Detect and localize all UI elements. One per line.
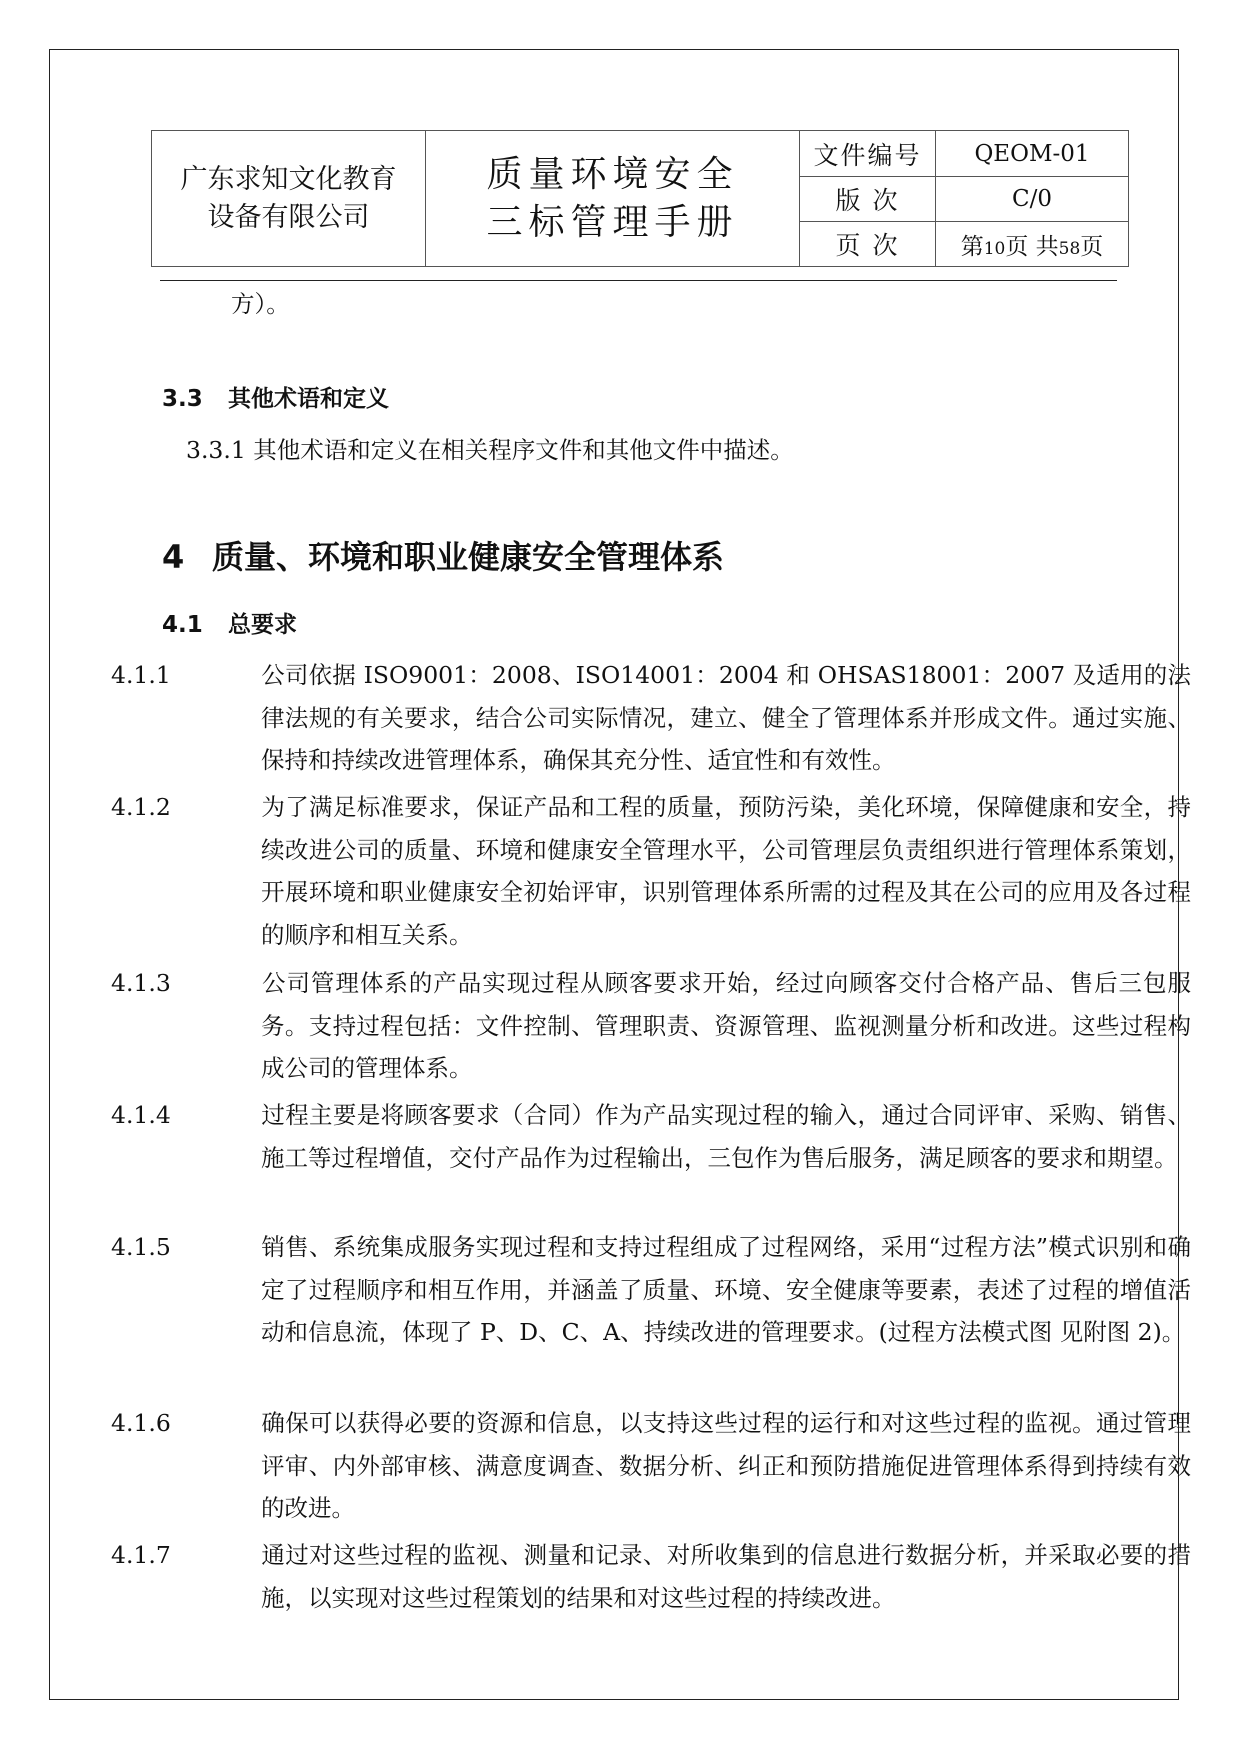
section-4-title: 质量、环境和职业健康安全管理体系 <box>212 538 725 576</box>
section-4-heading <box>162 532 724 578</box>
section-3-3-title: 其他术语和定义 <box>228 386 389 412</box>
section-4-1-title: 总要求 <box>228 612 297 638</box>
section-3-3-heading <box>162 380 389 413</box>
page-current: 10 <box>983 238 1006 259</box>
clause-text: 销售、系统集成服务实现过程和支持过程组成了过程网络，采用“过程方法”模式识别和确定了过程顺序和相互作用，并涵盖了质量、环境、安全健康等要素，表述了过程的增值活动和信息流，体现了 P、D、C、A、持续改进的管理要求。(过程方法模式图 见附图 2)。 <box>261 1233 1191 1346</box>
page-mid: 页 共 <box>1005 233 1059 260</box>
clause-text: 通过对这些过程的监视、测量和记录、对所收集到的信息进行数据分析，并采取必要的措施，以实现对这些过程策划的结果和对这些过程的持续改进。 <box>261 1541 1191 1612</box>
clause-text: 公司管理体系的产品实现过程从顾客要求开始，经过向顾客交付合格产品、售后三包服务。支持过程包括：文件控制、管理职责、资源管理、监视测量分析和改进。这些过程构成公司的管理体系。 <box>261 969 1191 1082</box>
clause-4-1-3 <box>111 962 1191 1090</box>
clause-4-1-6 <box>111 1402 1191 1530</box>
page-suffix: 页 <box>1080 233 1104 260</box>
carryover-text: 方）。 <box>231 290 290 318</box>
clause-number: 4.1.1 <box>111 661 171 689</box>
clause-3-3-1: 3.3.1 其他术语和定义在相关程序文件和其他文件中描述。 <box>186 436 794 464</box>
company-name-line2: 设备有限公司 <box>207 201 370 233</box>
clause-4-1-1 <box>111 654 1191 782</box>
section-3-3-number: 3.3 <box>162 386 203 412</box>
company-name-line1: 广东求知文化教育 <box>180 163 397 195</box>
clause-number: 4.1.4 <box>111 1101 171 1129</box>
clause-number: 4.1.7 <box>111 1541 171 1569</box>
clause-text: 公司依据 ISO9001：2008、ISO14001：2004 和 OHSAS18001：2007 及适用的法律法规的有关要求，结合公司实际情况，建立、健全了管理体系并形成文件。通过实施、保持和持续改进管理体系，确保其充分性、适宜性和有效性。 <box>261 661 1191 774</box>
clause-4-1-5 <box>111 1226 1191 1354</box>
page-value <box>936 222 1129 267</box>
clause-number: 4.1.6 <box>111 1409 171 1437</box>
clause-4-1-7 <box>111 1534 1191 1619</box>
section-4-number: 4 <box>162 538 185 576</box>
page-prefix: 第 <box>960 233 984 260</box>
header-divider <box>160 280 1117 281</box>
clause-number: 4.1.3 <box>111 969 171 997</box>
page-label: 页 次 <box>800 222 936 267</box>
document-header-table <box>151 130 1129 267</box>
clause-4-1-2 <box>111 786 1191 956</box>
clause-number: 4.1.2 <box>111 793 171 821</box>
company-name-cell <box>152 131 426 267</box>
doc-number-value: QEOM-01 <box>936 131 1129 177</box>
doc-number-label: 文件编号 <box>800 131 936 177</box>
version-label: 版 次 <box>800 177 936 222</box>
manual-title-line2: 三标管理手册 <box>486 201 739 243</box>
manual-title-line1: 质量环境安全 <box>486 153 739 195</box>
clause-text: 确保可以获得必要的资源和信息，以支持这些过程的运行和对这些过程的监视。通过管理评审、内外部审核、满意度调查、数据分析、纠正和预防措施促进管理体系得到持续有效的改进。 <box>261 1409 1191 1522</box>
section-4-1-heading <box>162 606 297 639</box>
clause-4-1-4 <box>111 1094 1191 1179</box>
version-value: C/0 <box>936 177 1129 222</box>
clause-text: 为了满足标准要求，保证产品和工程的质量，预防污染，美化环境，保障健康和安全，持续改进公司的质量、环境和健康安全管理水平，公司管理层负责组织进行管理体系策划，开展环境和职业健康安全初始评审，识别管理体系所需的过程及其在公司的应用及各过程的顺序和相互关系。 <box>261 793 1191 949</box>
section-4-1-number: 4.1 <box>162 612 203 638</box>
clause-text: 过程主要是将顾客要求（合同）作为产品实现过程的输入，通过合同评审、采购、销售、施工等过程增值，交付产品作为过程输出，三包作为售后服务，满足顾客的要求和期望。 <box>261 1101 1191 1172</box>
manual-title-cell <box>426 131 800 267</box>
page-total: 58 <box>1058 238 1081 259</box>
clause-number: 4.1.5 <box>111 1233 171 1261</box>
